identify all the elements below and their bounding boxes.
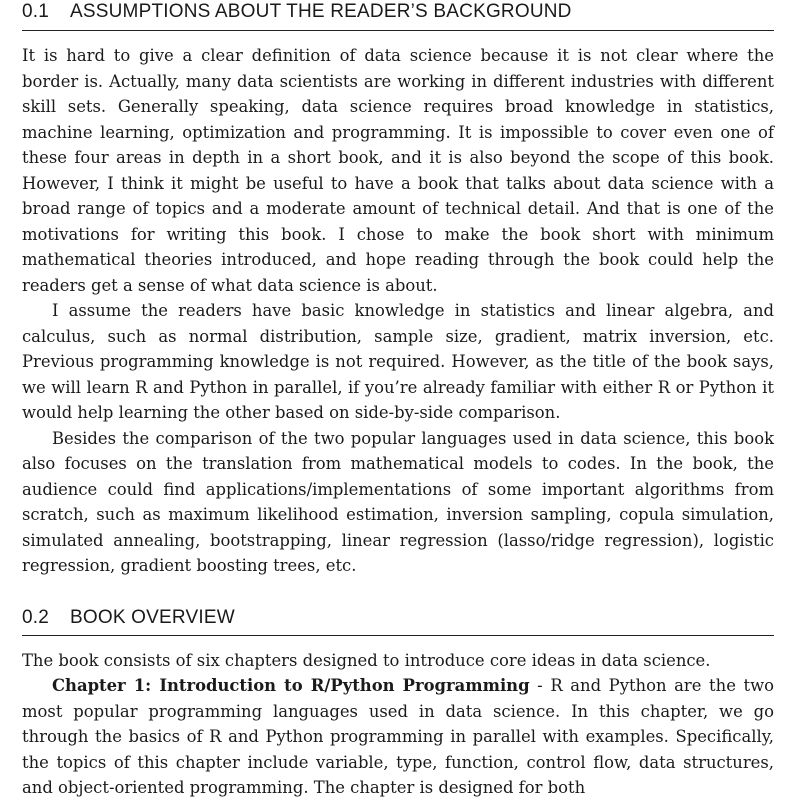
section-heading-assumptions (22, 1, 774, 31)
section-number: 0.1 (22, 1, 50, 22)
chapter-1-separator: - (529, 676, 551, 695)
chapter-1-paragraph (22, 673, 774, 801)
overview-intro: The book consists of six chapters designed to introduce core ideas in data science. (22, 650, 711, 670)
paragraph-2: I assume the readers have basic knowledge in statistics and linear algebra, and calculus, such as normal distribution, sample size, gradient, matrix inversion, etc. Previous programming knowledge is not required. However, as the title of the book says, we will learn R and Python in parallel, if you’re already familiar with either R or Python it would help learning the other based on side-by-side comparison. (22, 301, 774, 422)
paragraph-3: Besides the comparison of the two popular languages used in data science, this book also focuses on the translation from mathematical models to codes. In the book, the audience could find applications/implementations of some important algorithms from scratch, such as maximum likelihood estimation, inversion sampling, copula simulation, simulated annealing, bootstrapping, linear regression (lasso/ridge regression), logistic regression, gradient boosting trees, etc. (22, 428, 774, 575)
chapter-1-heading: Chapter 1: Introduction to R/Python Programming (52, 676, 530, 695)
section-heading-overview (22, 607, 774, 636)
section-title: ASSUMPTIONS ABOUT THE READER’S BACKGROUND (70, 1, 572, 22)
chapter-1-text: R and Python are the two most popular programming languages used in data science. In this chapter, we go through the basics of R and Python programming in parallel with examples. Specifically, the topics of this chapter include variable, type, function, control flow, data structures, and object-oriented programming. The chapter is designed for both (22, 676, 774, 797)
paragraph-1: It is hard to give a clear definition of data science because it is not clear where the border is. Actually, many data scientists are working in different industries with different skill sets. Generally speaking, data science requires broad knowledge in statistics, machine learning, optimization and programming. It is impossible to cover even one of these four areas in depth in a short book, and it is also beyond the scope of this book. However, I think it might be useful to have a book that talks about data science with a broad range of topics and a moderate amount of technical detail. And that is one of the motivations for writing this book. I chose to make the book short with minimum mathematical theories introduced, and hope reading through the book could help the readers get a sense of what data science is about. (22, 46, 774, 295)
book-page (22, 0, 774, 801)
section-title: BOOK OVERVIEW (70, 606, 235, 628)
section-number: 0.2 (22, 606, 50, 628)
